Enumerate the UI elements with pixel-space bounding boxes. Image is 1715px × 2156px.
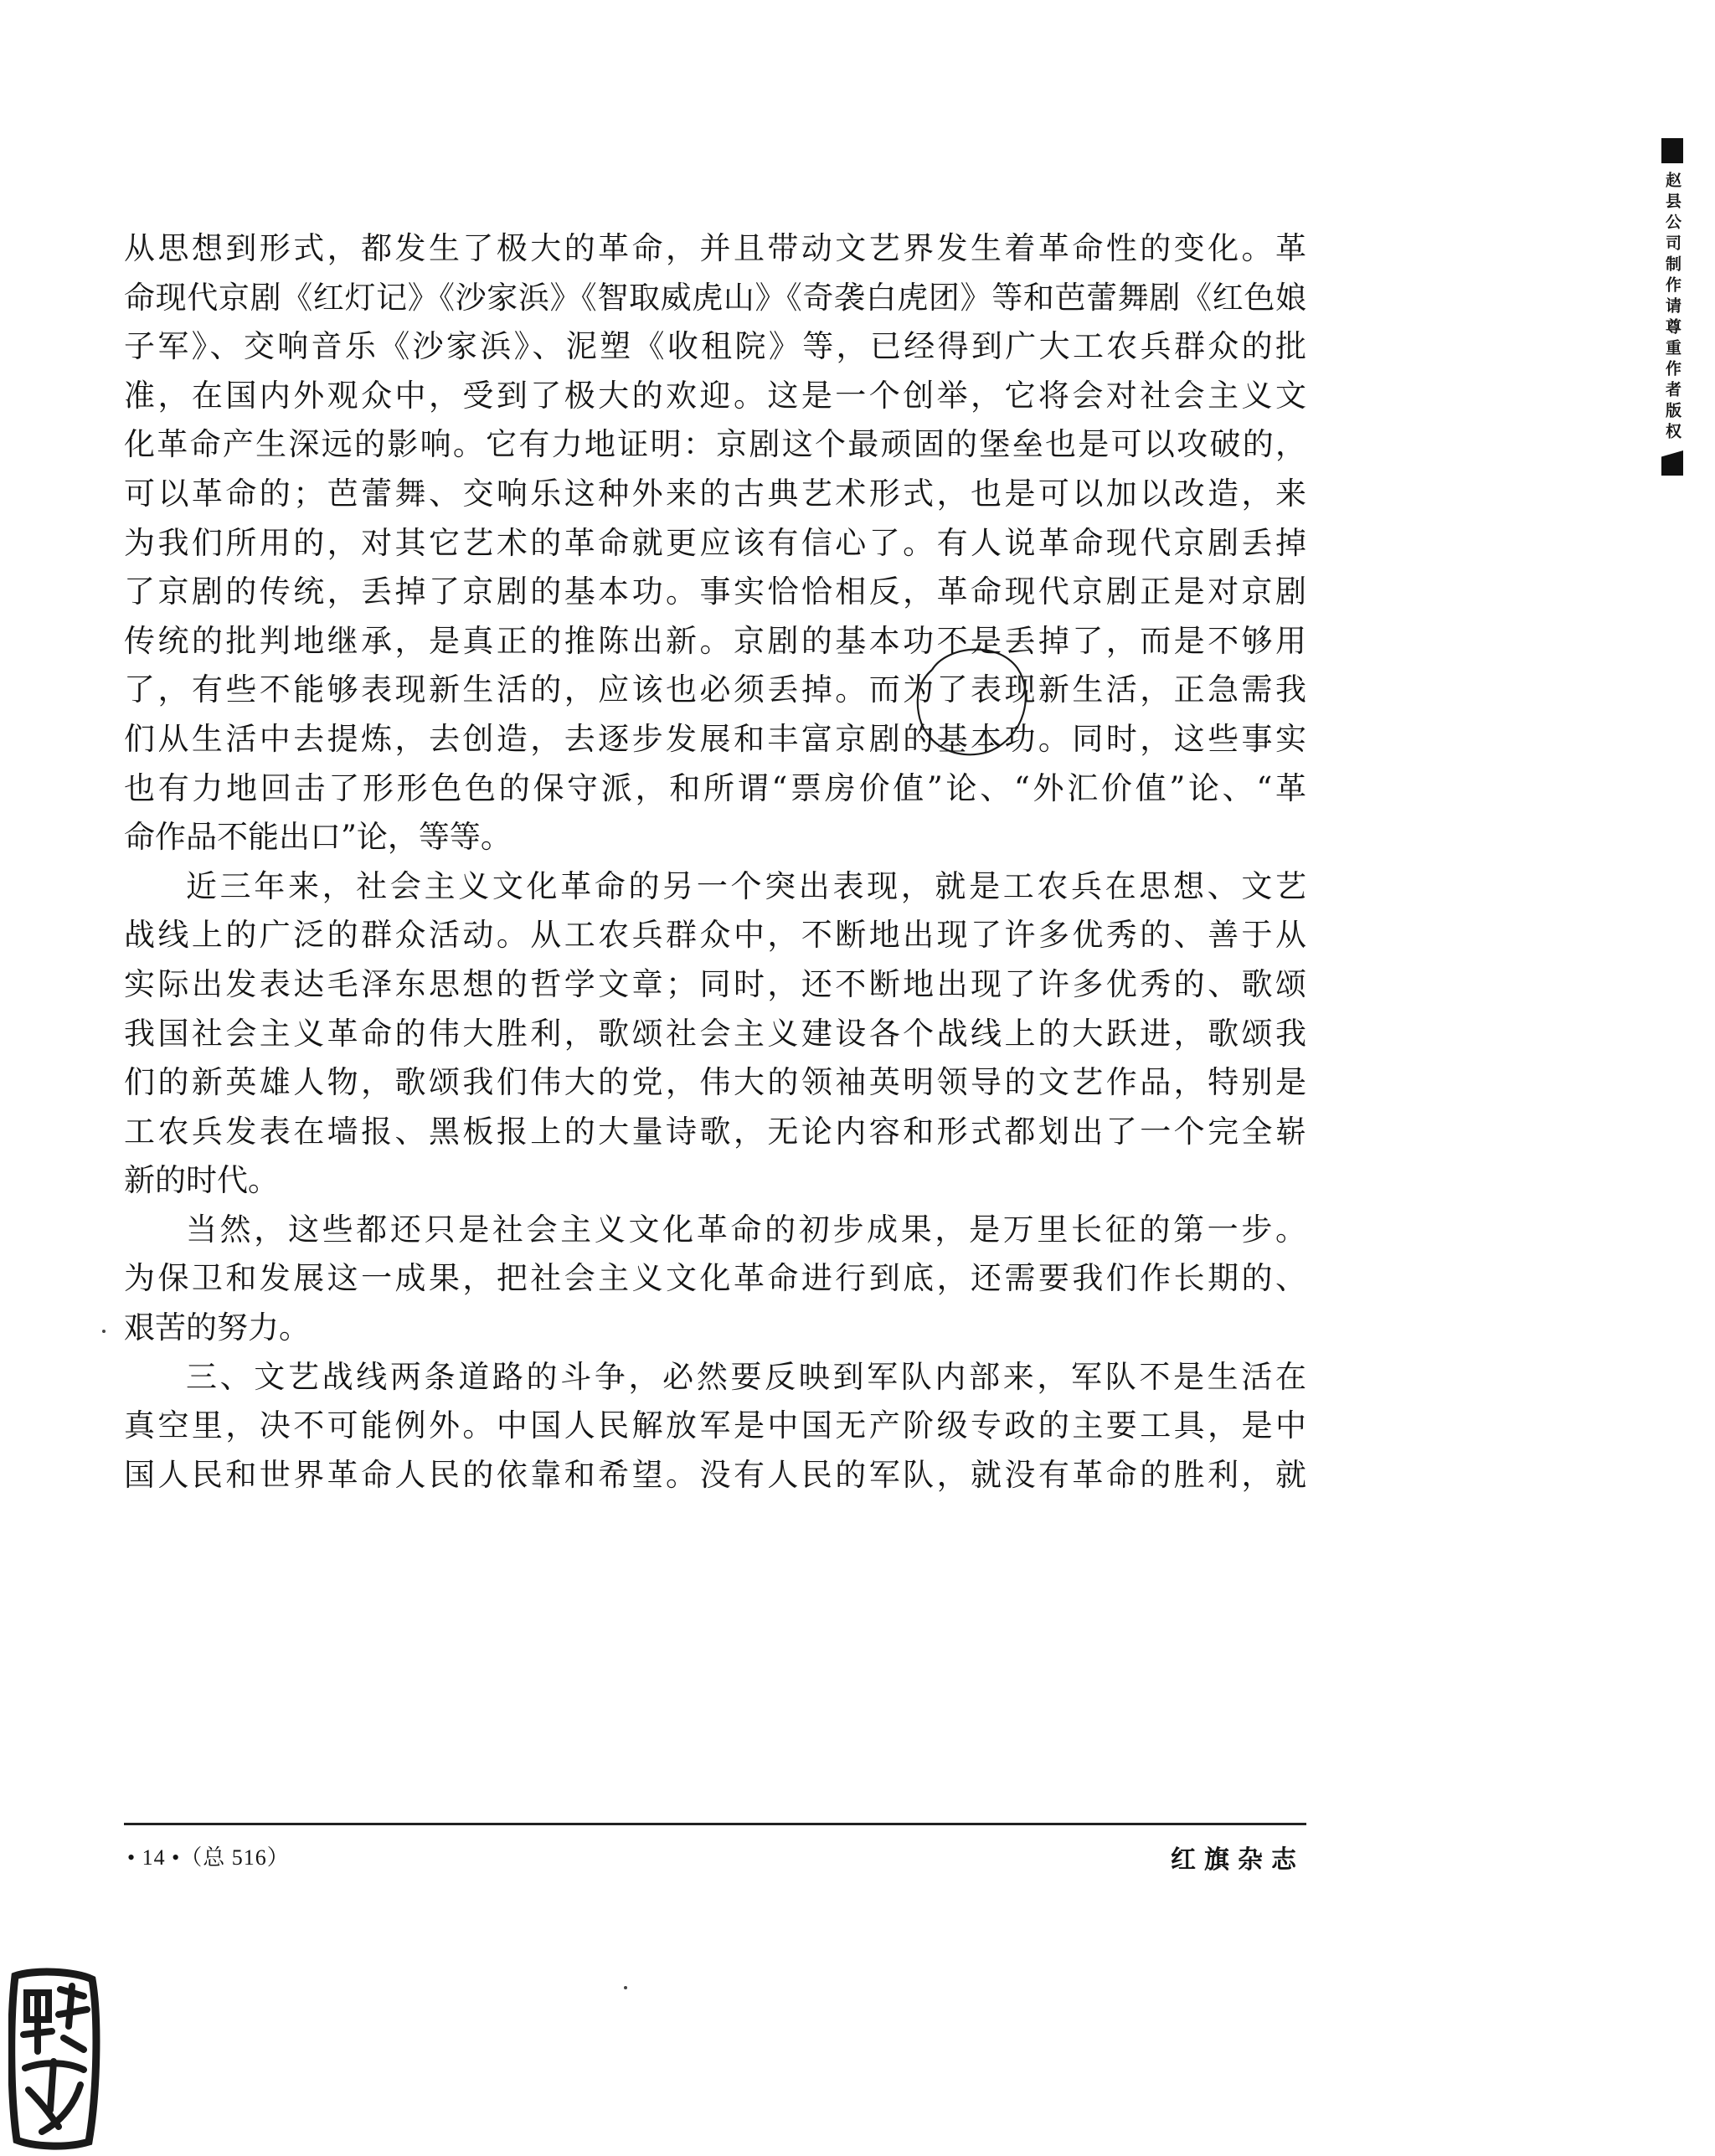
paragraph-3-line-3: 艰苦的努力。: [124, 1310, 310, 1346]
footer-rule: [124, 1823, 1306, 1825]
text-line-7: 为我们所用的，对其它艺术的革命就更应该有信心了。有人说革命现代京剧丢掉: [124, 524, 1306, 561]
side-mark-bottom-bar: [1661, 450, 1683, 476]
side-mark-text: 赵县公司制作请尊重作者版权: [1663, 172, 1682, 444]
text-line-6: 可以革命的；芭蕾舞、交响乐这种外来的古典艺术形式，也是可以加以改造，来: [124, 475, 1306, 512]
paragraph-2-line-2: 战线上的广泛的群众活动。从工农兵群众中，不断地出现了许多优秀的、善于从: [124, 917, 1306, 954]
paragraph-3-line-2: 为保卫和发展这一成果，把社会主义文化革命进行到底，还需要我们作长期的、: [124, 1260, 1306, 1297]
text-line-12: 也有力地回击了形形色色的保守派，和所谓“票房价值”论、“外汇价值”论、“革: [124, 769, 1306, 806]
text-line-4: 准，在国内外观众中，受到了极大的欢迎。这是一个创举，它将会对社会主义文: [124, 377, 1306, 414]
paragraph-3-line-1: 当然，这些都还只是社会主义文化革命的初步成果，是万里长征的第一步。: [186, 1211, 1306, 1248]
text-line-13: 命作品不能出口”论，等等。: [124, 819, 512, 856]
text-line-1: 从思想到形式，都发生了极大的革命，并且带动文艺界发生着革命性的变化。革: [124, 230, 1306, 266]
page-number: • 14 •（总 516）: [127, 1845, 290, 1870]
text-line-9: 传统的批判地继承，是真正的推陈出新。京剧的基本功不是丢掉了，而是不够用: [124, 622, 1306, 659]
paragraph-2-line-4: 我国社会主义革命的伟大胜利，歌颂社会主义建设各个战线上的大跃进，歌颂我: [124, 1015, 1306, 1052]
paragraph-2-line-3: 实际出发表达毛泽东思想的哲学文章；同时，还不断地出现了许多优秀的、歌颂: [124, 965, 1306, 1002]
paragraph-2-line-5: 们的新英雄人物，歌颂我们伟大的党，伟大的领袖英明领导的文艺作品，特别是: [124, 1064, 1306, 1101]
scan-speck: [102, 1330, 106, 1333]
text-line-10: 了，有些不能够表现新生活的，应该也必须丢掉。而为了表现新生活，正急需我: [124, 671, 1306, 708]
text-line-2: 命现代京剧《红灯记》《沙家浜》《智取威虎山》《奇袭白虎团》等和芭蕾舞剧《红色娘: [124, 279, 1306, 316]
text-line-3: 子军》、交响音乐《沙家浜》、泥塑《收租院》等，已经得到广大工农兵群众的批: [124, 328, 1306, 365]
text-line-5: 化革命产生深远的影响。它有力地证明：京剧这个最顽固的堡垒也是可以攻破的，: [124, 426, 1306, 463]
copyright-side-mark: [1661, 138, 1683, 476]
paragraph-2-line-6: 工农兵发表在墙报、黑板报上的大量诗歌，无论内容和形式都划出了一个完全崭: [124, 1113, 1306, 1150]
paragraph-4-line-2: 真空里，决不可能例外。中国人民解放军是中国无产阶级专政的主要工具，是中: [124, 1407, 1306, 1444]
scan-speck: [624, 1986, 627, 1989]
paragraph-2-line-1: 近三年来，社会主义文化革命的另一个突出表现，就是工农兵在思想、文艺: [186, 867, 1306, 904]
text-line-8: 了京剧的传统，丢掉了京剧的基本功。事实恰恰相反，革命现代京剧正是对京剧: [124, 574, 1306, 610]
paragraph-2-line-7: 新的时代。: [124, 1162, 279, 1199]
publication-name: 红旗杂志: [1171, 1845, 1305, 1875]
paragraph-4-line-1: 三、文艺战线两条道路的斗争，必然要反映到军队内部来，军队不是生活在: [186, 1358, 1306, 1395]
side-mark-top-bar: [1661, 138, 1683, 163]
seal-stamp: [8, 1968, 100, 2152]
paragraph-4-line-3: 国人民和世界革命人民的依靠和希望。没有人民的军队，就没有革命的胜利，就: [124, 1456, 1306, 1493]
text-line-11: 们从生活中去提炼，去创造，去逐步发展和丰富京剧的基本功。同时，这些事实: [124, 720, 1306, 757]
body-text: [124, 224, 1306, 1500]
